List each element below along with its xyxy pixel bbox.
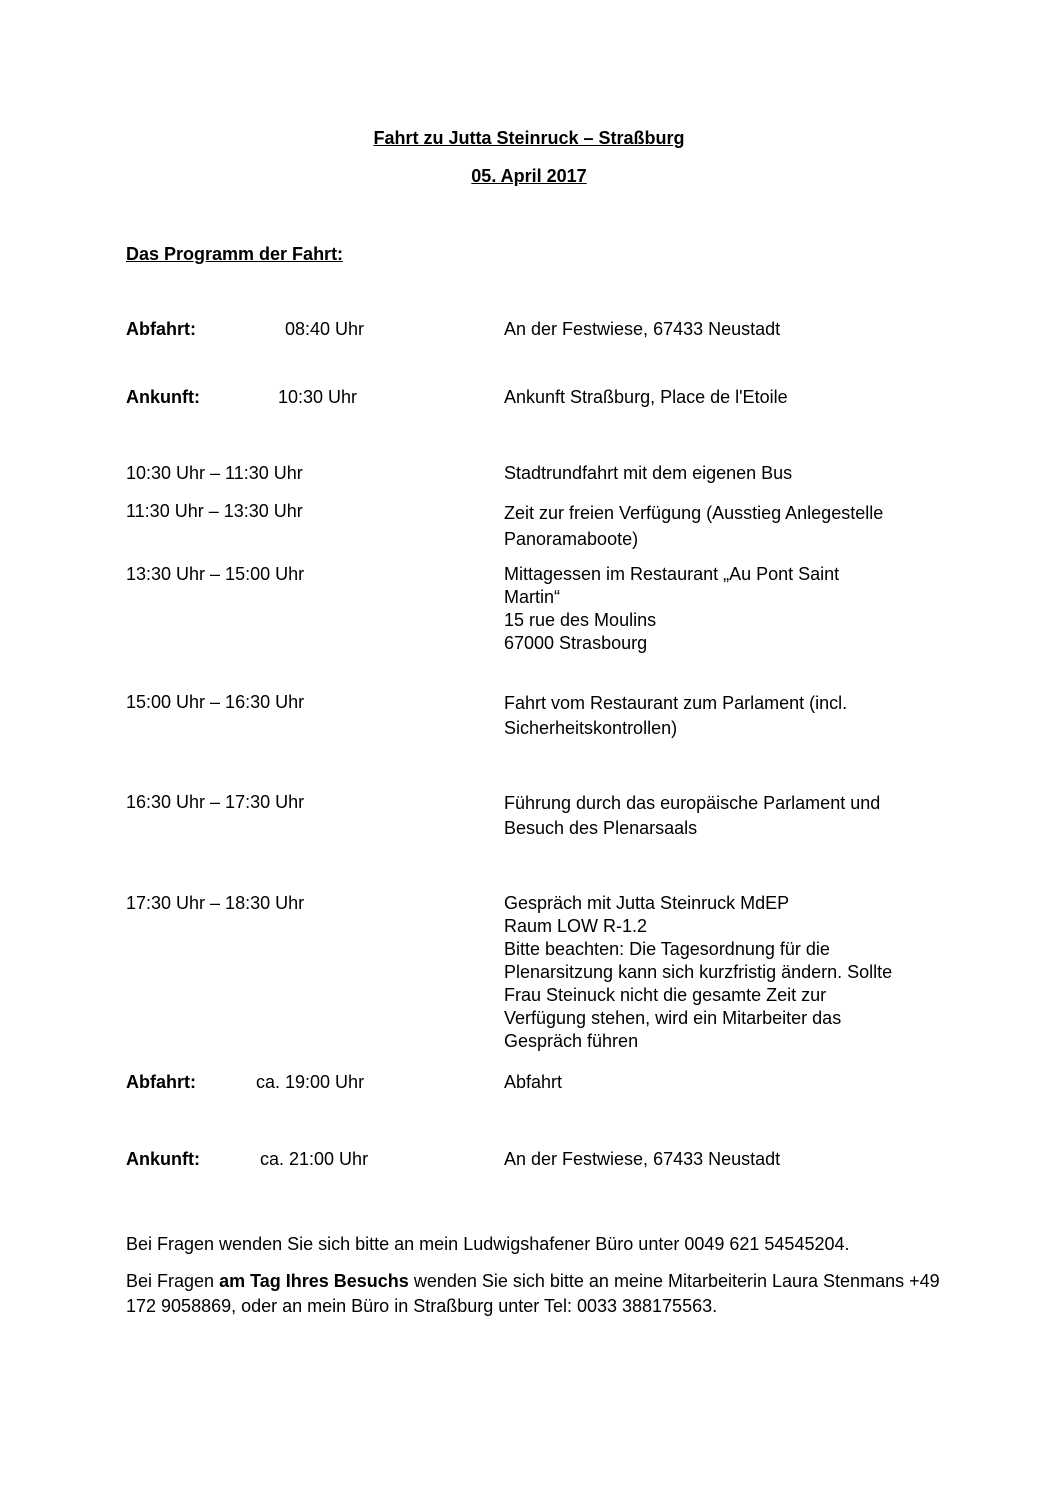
schedule-line: Martin“ [504, 587, 561, 607]
return-departure-label: Abfahrt: [126, 1072, 196, 1092]
schedule-time: 11:30 Uhr – 13:30 Uhr [126, 501, 303, 521]
contact-emphasis: am Tag Ihres Besuchs [219, 1271, 409, 1291]
departure-label: Abfahrt: [126, 319, 196, 339]
return-arrival-label: Ankunft: [126, 1149, 200, 1169]
schedule-line: 67000 Strasbourg [504, 633, 648, 653]
schedule-time: 17:30 Uhr – 18:30 Uhr [126, 893, 305, 913]
schedule-line: Gespräch mit Jutta Steinruck MdEP [504, 893, 790, 913]
schedule-line: Sicherheitskontrollen) [504, 718, 678, 738]
schedule-description [504, 563, 944, 655]
return-departure-description: Abfahrt [504, 1072, 563, 1092]
arrival-label: Ankunft: [126, 387, 200, 407]
schedule-description [504, 691, 944, 741]
schedule-line: Zeit zur freien Verfügung (Ausstieg Anlegestelle [504, 503, 884, 523]
schedule-description [504, 892, 944, 1053]
schedule-line: Panoramaboote) [504, 529, 639, 549]
arrival-location: Ankunft Straßburg, Place de l'Etoile [504, 387, 788, 407]
contact-prefix: Bei Fragen [126, 1271, 220, 1291]
contact-paragraph-office: Bei Fragen wenden Sie sich bitte an mein Ludwigshafener Büro unter 0049 621 54545204. [126, 1234, 850, 1254]
schedule-time: 13:30 Uhr – 15:00 Uhr [126, 564, 305, 584]
schedule-line: Gespräch führen [504, 1031, 639, 1051]
return-departure-time: ca. 19:00 Uhr [256, 1072, 365, 1092]
departure-location: An der Festwiese, 67433 Neustadt [504, 319, 781, 339]
schedule-description [504, 791, 944, 841]
schedule-line: Mittagessen im Restaurant „Au Pont Saint [504, 564, 840, 584]
schedule-line: Führung durch das europäische Parlament und [504, 793, 881, 813]
return-arrival-time: ca. 21:00 Uhr [260, 1149, 369, 1169]
schedule-line: Plenarsitzung kann sich kurzfristig ändern. Sollte [504, 962, 893, 982]
contact-paragraph-visit-day [126, 1269, 946, 1319]
schedule-line: Raum LOW R-1.2 [504, 916, 648, 936]
arrival-time: 10:30 Uhr [278, 387, 358, 407]
schedule-time: 15:00 Uhr – 16:30 Uhr [126, 692, 305, 712]
schedule-line: Besuch des Plenarsaals [504, 818, 698, 838]
schedule-line: Bitte beachten: Die Tagesordnung für die [504, 939, 830, 959]
program-heading: Das Programm der Fahrt: [126, 244, 344, 264]
schedule-line: Frau Steinuck nicht die gesamte Zeit zur [504, 985, 827, 1005]
departure-time: 08:40 Uhr [285, 319, 365, 339]
document-date: 05. April 2017 [471, 166, 587, 186]
schedule-description [504, 462, 944, 485]
contact-suffix: wenden Sie sich bitte an meine Mitarbeiterin Laura Stenmans +49 172 9058869, oder an mein Büro in Straßburg unter Tel: 0033 388175563. [126, 1271, 940, 1316]
schedule-line: Fahrt vom Restaurant zum Parlament (incl. [504, 693, 848, 713]
schedule-time: 16:30 Uhr – 17:30 Uhr [126, 792, 305, 812]
schedule-time: 10:30 Uhr – 11:30 Uhr [126, 463, 303, 483]
schedule-line: Stadtrundfahrt mit dem eigenen Bus [504, 463, 793, 483]
schedule-line: 15 rue des Moulins [504, 610, 657, 630]
return-arrival-location: An der Festwiese, 67433 Neustadt [504, 1149, 781, 1169]
schedule-line: Verfügung stehen, wird ein Mitarbeiter das [504, 1008, 842, 1028]
document-title: Fahrt zu Jutta Steinruck – Straßburg [373, 128, 685, 148]
schedule-description [504, 500, 944, 552]
